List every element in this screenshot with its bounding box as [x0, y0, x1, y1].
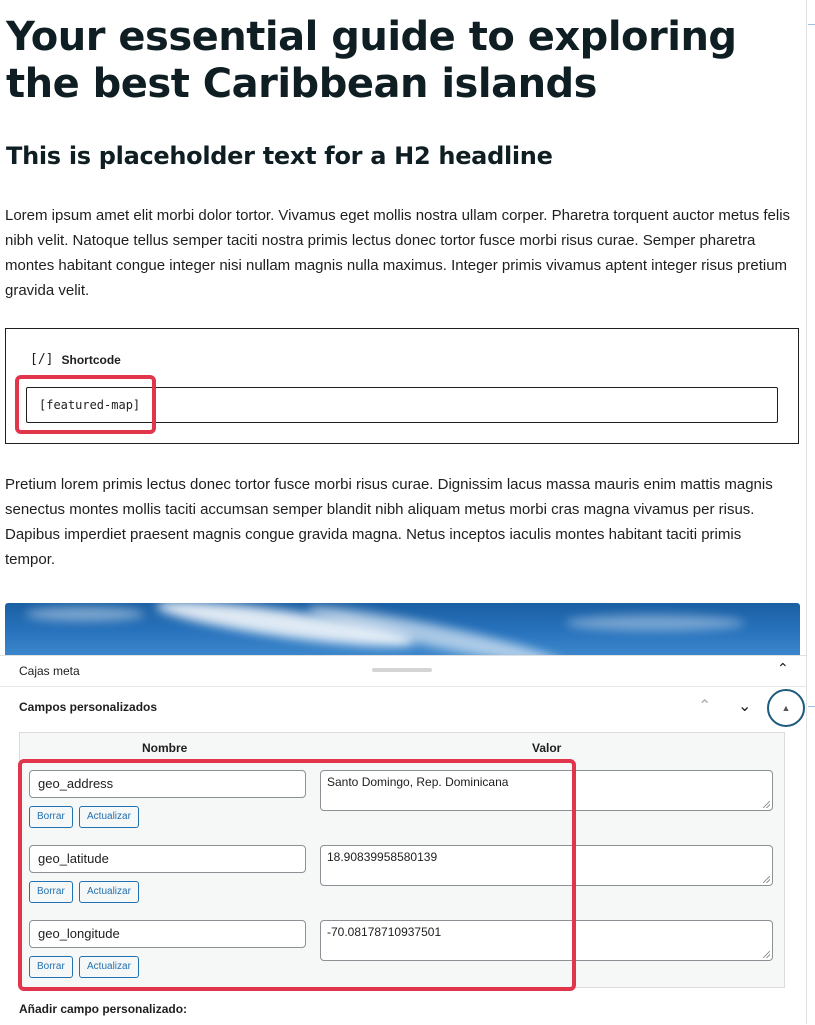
caret-up-icon: ▲: [781, 703, 791, 713]
custom-field-row: [20, 770, 784, 844]
field-key-input[interactable]: geo_latitude: [29, 845, 306, 873]
custom-fields-title: Campos personalizados: [19, 700, 158, 714]
delete-button[interactable]: Borrar: [29, 806, 73, 828]
shortcode-icon: [/]: [30, 352, 54, 367]
custom-field-row: [20, 845, 784, 919]
cloud-shape: [565, 615, 745, 631]
update-button[interactable]: Actualizar: [79, 956, 139, 978]
image-block[interactable]: [5, 603, 800, 655]
custom-fields-table: [19, 732, 785, 988]
paragraph-block[interactable]: Pretium lorem primis lectus donec tortor fusce morbi risus curae. Dignissim lacus massa mauris enim mattis magnis senectus montes mollis taciti accumsan semper blandit nibh aliquam metus morbi cras magna vivamus per risus. Dapibus imperdiet praesent magnis congue gravida magna. Netus inceptos iaculis montes habitant taciti primis tempor.: [5, 476, 773, 568]
shortcode-label-text: Shortcode: [61, 352, 121, 367]
column-header-value: Valor: [532, 741, 562, 755]
shortcode-label: [30, 352, 121, 367]
field-value-textarea[interactable]: Santo Domingo, Rep. Dominicana: [320, 770, 773, 811]
add-custom-field-label: Añadir campo personalizado:: [19, 1002, 188, 1016]
rail-marker: [808, 24, 815, 25]
cloud-shape: [25, 607, 145, 621]
field-value-textarea[interactable]: 18.90839958580139: [320, 845, 773, 886]
delete-button[interactable]: Borrar: [29, 956, 73, 978]
custom-field-row: [20, 920, 784, 994]
custom-fields-header: [0, 687, 806, 727]
meta-boxes-label: Cajas meta: [19, 664, 80, 678]
meta-boxes-bar[interactable]: [0, 656, 806, 687]
field-key-input[interactable]: geo_address: [29, 770, 306, 798]
chevron-down-icon[interactable]: ⌄: [738, 698, 752, 715]
meta-boxes-panel: [0, 655, 806, 1025]
post-title[interactable]: Your essential guide to exploring the best Caribbean islands: [6, 14, 737, 107]
shortcode-block[interactable]: [5, 328, 799, 444]
column-header-name: Nombre: [142, 741, 188, 755]
update-button[interactable]: Actualizar: [79, 806, 139, 828]
editor-right-rail: [806, 0, 815, 1024]
paragraph-block[interactable]: Lorem ipsum amet elit morbi dolor tortor. Vivamus eget mollis nostra ullam corper. Pharetra torquent auctor metus felis nibh velit. Natoque tellus semper taciti nostra primis lectus donec tortor fusce morbi risus curae. Semper pharetra montes habitant congue integer nisi nullam magnis nulla maximus. Integer primis vivamus aptent integer risus pretium gravida velit.: [5, 207, 791, 299]
chevron-up-icon[interactable]: ⌃: [698, 698, 712, 715]
chevron-up-icon[interactable]: ⌃: [777, 660, 789, 676]
rail-marker: [808, 706, 815, 707]
field-key-input[interactable]: geo_longitude: [29, 920, 306, 948]
shortcode-input[interactable]: [featured-map]: [26, 387, 778, 423]
toggle-panel-button[interactable]: [767, 689, 805, 727]
field-value-textarea[interactable]: -70.08178710937501: [320, 920, 773, 961]
h2-heading[interactable]: This is placeholder text for a H2 headline: [6, 142, 553, 170]
delete-button[interactable]: Borrar: [29, 881, 73, 903]
resize-handle[interactable]: [372, 668, 432, 672]
update-button[interactable]: Actualizar: [79, 881, 139, 903]
